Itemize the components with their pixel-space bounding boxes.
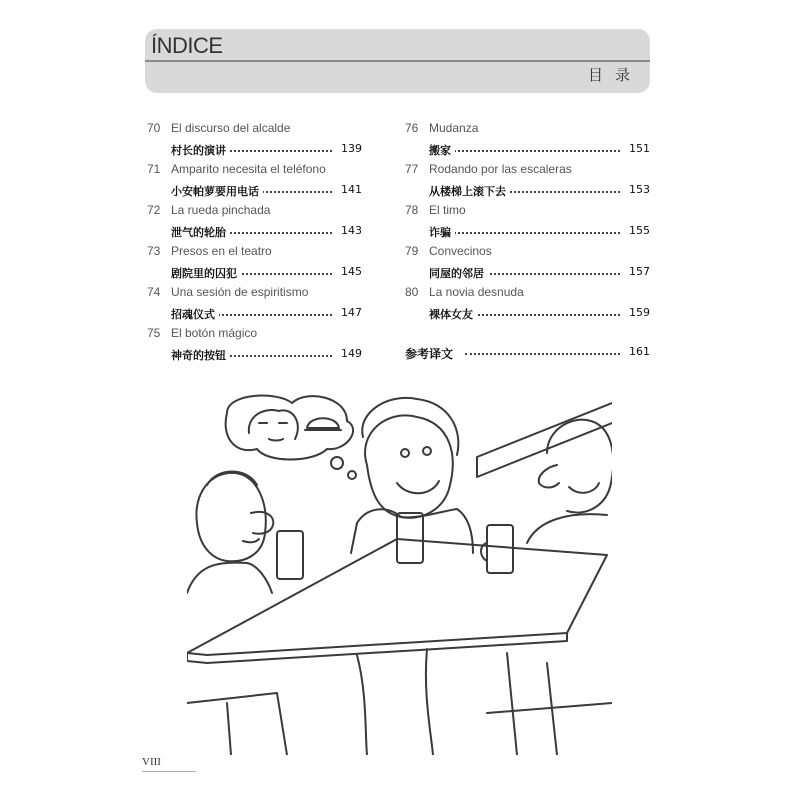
reference-page: 161 — [625, 345, 650, 358]
toc-entry[interactable] — [405, 244, 650, 284]
entry-number: 72 — [147, 203, 161, 217]
entry-page: 145 — [337, 265, 362, 278]
entry-title-zh: 从楼梯上滚下去 — [429, 183, 510, 199]
entry-page: 153 — [625, 183, 650, 196]
dot-leader — [429, 150, 620, 152]
entry-number: 71 — [147, 162, 161, 176]
entry-title-zh: 泄气的轮胎 — [171, 224, 230, 240]
entry-number: 79 — [405, 244, 419, 258]
entry-number: 76 — [405, 121, 419, 135]
index-title-zh: 目录 — [587, 66, 642, 84]
toc-entry[interactable] — [405, 203, 650, 243]
entry-title-es: El timo — [429, 203, 466, 217]
header-rule — [145, 60, 650, 62]
entry-number: 70 — [147, 121, 161, 135]
toc-entry[interactable] — [147, 285, 362, 325]
toc-entry[interactable] — [147, 162, 362, 202]
toc-entry[interactable] — [405, 285, 650, 325]
entry-title-zh: 搬家 — [429, 142, 455, 158]
entry-page: 147 — [337, 306, 362, 319]
entry-page: 141 — [337, 183, 362, 196]
entry-title-zh: 剧院里的囚犯 — [171, 265, 241, 281]
entry-title-es: La rueda pinchada — [171, 203, 271, 217]
entry-page: 155 — [625, 224, 650, 237]
entry-title-zh: 招魂仪式 — [171, 306, 219, 322]
cartoon-men-at-table-illustration — [187, 393, 612, 755]
thought-bubble-dot — [331, 457, 343, 469]
entry-page: 139 — [337, 142, 362, 155]
entry-title-es: La novia desnuda — [429, 285, 524, 299]
entry-page: 143 — [337, 224, 362, 237]
toc-entry[interactable] — [405, 121, 650, 161]
entry-title-es: Presos en el teatro — [171, 244, 272, 258]
entry-number: 74 — [147, 285, 161, 299]
entry-title-es: El discurso del alcalde — [171, 121, 291, 135]
entry-title-es: Mudanza — [429, 121, 479, 135]
entry-title-zh: 裸体女友 — [429, 306, 477, 322]
toc-entry[interactable] — [147, 244, 362, 284]
glass-left — [277, 531, 303, 579]
left-man — [196, 473, 265, 561]
right-man — [547, 420, 612, 513]
entry-page: 159 — [625, 306, 650, 319]
entry-title-zh: 诈骗 — [429, 224, 455, 240]
entry-page: 149 — [337, 347, 362, 360]
middle-man — [365, 415, 453, 517]
dot-leader — [429, 232, 620, 234]
entry-title-zh: 小安帕萝要用电话 — [171, 183, 263, 199]
entry-title-es: Amparito necesita el teléfono — [171, 162, 326, 176]
toc-entry[interactable] — [147, 203, 362, 243]
entry-title-zh: 村长的演讲 — [171, 142, 230, 158]
entry-title-es: El botón mágico — [171, 326, 258, 340]
entry-title-es: Rodando por las escaleras — [429, 162, 572, 176]
entry-number: 78 — [405, 203, 419, 217]
entry-number: 75 — [147, 326, 161, 340]
reference-title-zh: 参考译文 — [405, 345, 457, 362]
entry-title-zh: 神奇的按钮 — [171, 347, 230, 363]
entry-number: 80 — [405, 285, 419, 299]
entry-page: 157 — [625, 265, 650, 278]
toc-entry[interactable] — [147, 326, 362, 366]
index-title-es: ÍNDICE — [151, 33, 223, 58]
glass-middle — [397, 513, 423, 563]
glass-right — [487, 525, 513, 573]
reference-translation-entry[interactable] — [405, 345, 650, 365]
entry-number: 73 — [147, 244, 161, 258]
entry-title-zh: 同屋的邻居 — [429, 265, 488, 281]
page-number-label: VIII — [142, 756, 161, 768]
toc-entry[interactable] — [405, 162, 650, 202]
toc-entry[interactable] — [147, 121, 362, 161]
entry-title-es: Una sesión de espiritismo — [171, 285, 309, 299]
entry-title-es: Convecinos — [429, 244, 492, 258]
dot-leader — [465, 353, 620, 355]
entry-number: 77 — [405, 162, 419, 176]
thought-bubble-dot — [348, 471, 356, 479]
entry-page: 151 — [625, 142, 650, 155]
footer-rule — [142, 771, 196, 772]
